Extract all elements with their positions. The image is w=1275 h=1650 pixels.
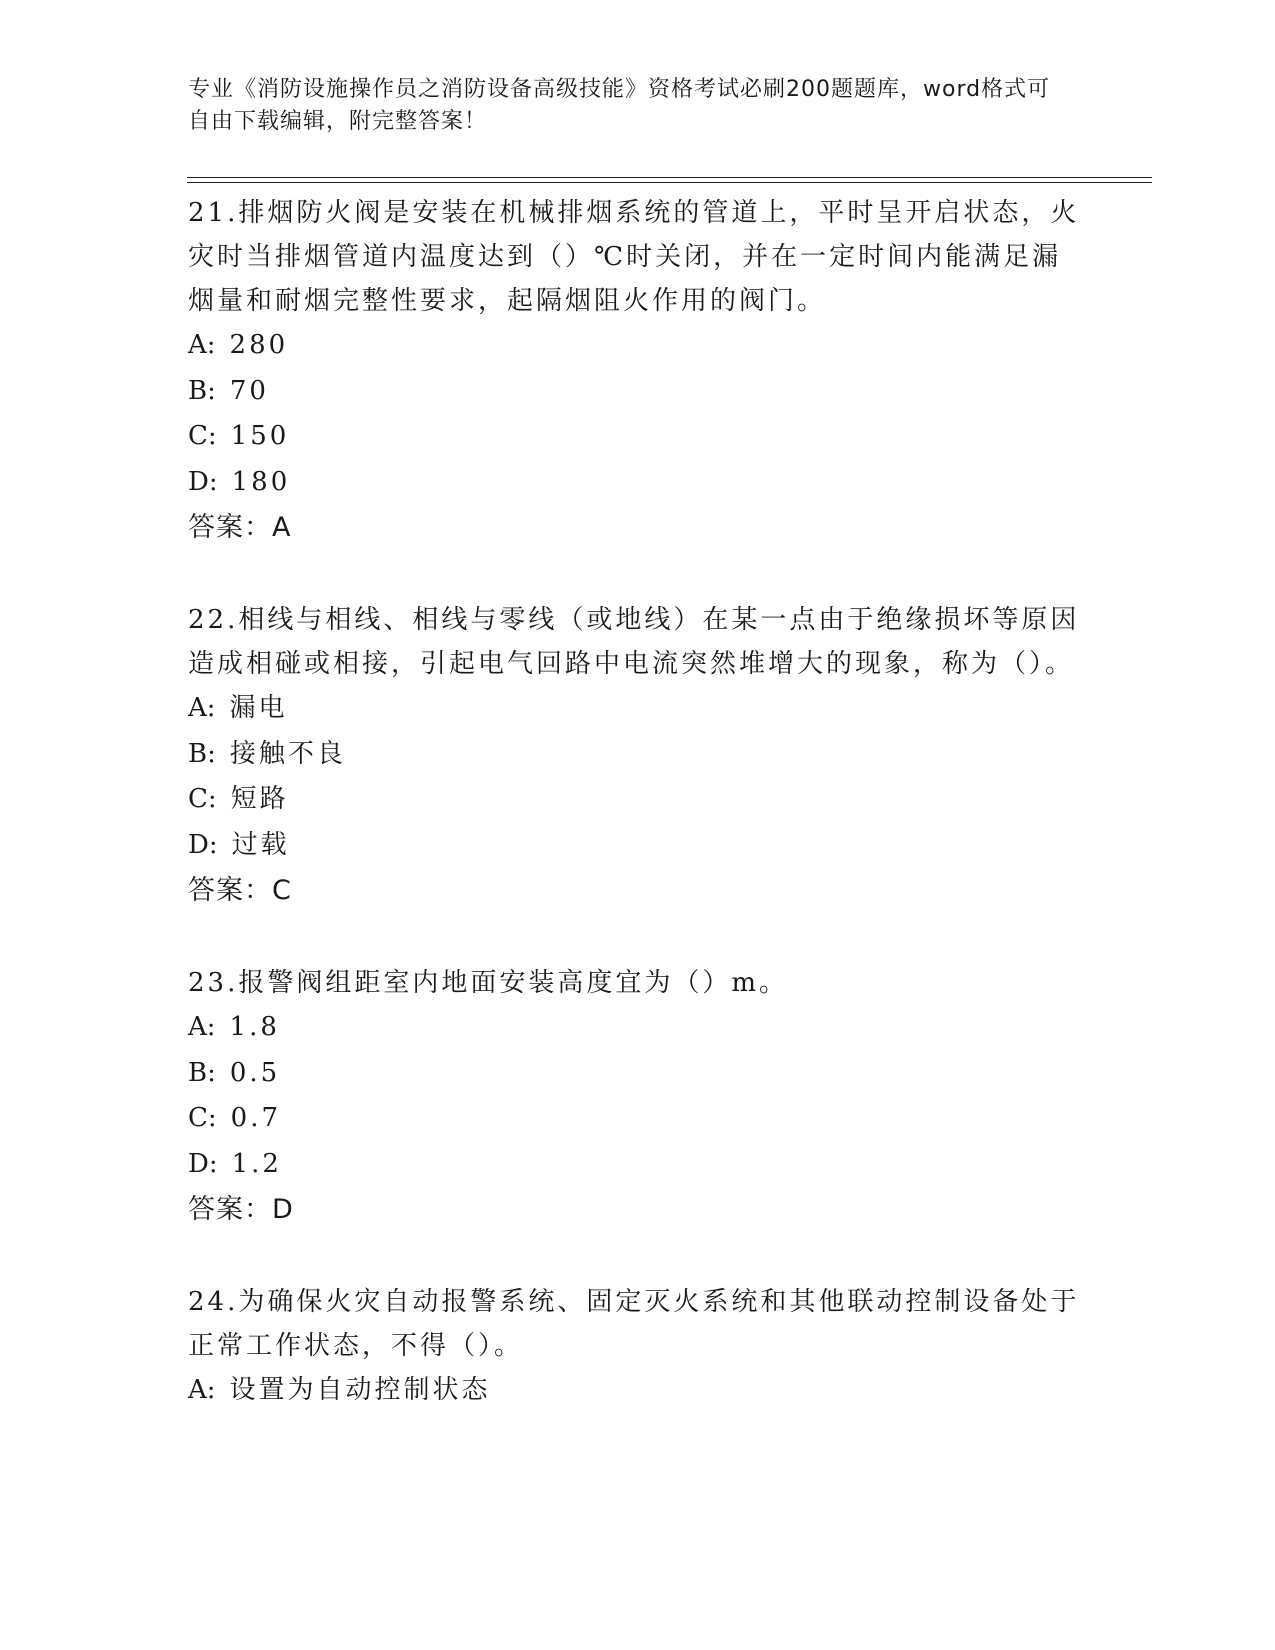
option-b <box>188 1051 1088 1097</box>
document-header: 专业《消防设施操作员之消防设备高级技能》资格考试必刷200题题库，word格式可自由下载编辑，附完整答案！ <box>188 77 1051 134</box>
option-letter: A: <box>188 1375 216 1405</box>
option-a <box>188 323 1088 369</box>
option-text: 280 <box>229 330 289 360</box>
option-a <box>188 1005 1088 1051</box>
option-text: 漏电 <box>229 693 288 723</box>
option-letter: D: <box>188 466 218 497</box>
option-d <box>188 823 1088 869</box>
option-b <box>188 732 1088 778</box>
option-d <box>188 460 1088 506</box>
option-text: 180 <box>231 466 291 497</box>
option-text: 过载 <box>231 829 290 860</box>
option-text: 70 <box>229 375 269 406</box>
answer-line: 答案：C <box>188 875 292 906</box>
question-24 <box>188 1277 1088 1414</box>
option-a <box>188 1368 1088 1414</box>
question-23 <box>188 958 1088 1233</box>
question-spacer <box>188 551 1088 595</box>
question-spacer <box>188 914 1088 958</box>
option-d <box>188 1142 1088 1188</box>
option-text: 1.8 <box>229 1012 280 1042</box>
header-divider-top <box>187 177 1152 178</box>
option-letter: C: <box>188 421 217 451</box>
option-letter: B: <box>188 738 216 769</box>
option-text: 设置为自动控制状态 <box>229 1375 491 1405</box>
option-a <box>188 686 1088 732</box>
question-spacer <box>188 1233 1088 1277</box>
option-letter: C: <box>188 784 217 814</box>
answer-line: 答案：D <box>188 1194 294 1225</box>
option-c <box>188 1096 1088 1142</box>
question-stem: 24.为确保火灾自动报警系统、固定灭火系统和其他联动控制设备处于正常工作状态，不得（）。 <box>188 1287 1080 1361</box>
option-text: 1.2 <box>231 1148 282 1179</box>
option-c <box>188 414 1088 460</box>
question-22 <box>188 595 1088 914</box>
question-21 <box>188 188 1088 551</box>
option-letter: B: <box>188 1057 216 1088</box>
option-text: 接触不良 <box>229 738 346 769</box>
question-stem: 21.排烟防火阀是安装在机械排烟系统的管道上，平时呈开启状态，火灾时当排烟管道内温度达到（）℃时关闭，并在一定时间内能满足漏烟量和耐烟完整性要求，起隔烟阻火作用的阀门。 <box>188 198 1080 316</box>
option-text: 短路 <box>230 784 289 814</box>
option-letter: A: <box>188 330 216 360</box>
option-text: 0.5 <box>229 1057 281 1088</box>
option-text: 0.7 <box>230 1103 282 1133</box>
option-letter: D: <box>188 829 218 860</box>
question-stem: 22.相线与相线、相线与零线（或地线）在某一点由于绝缘损坏等原因造成相碰或相接，引起电气回路中电流突然堆增大的现象，称为（）。 <box>188 605 1080 679</box>
option-c <box>188 777 1088 823</box>
answer-line: 答案：A <box>188 512 292 543</box>
option-letter: C: <box>188 1103 217 1133</box>
option-b <box>188 369 1088 415</box>
option-letter: D: <box>188 1148 218 1179</box>
option-letter: A: <box>188 1012 216 1042</box>
option-text: 150 <box>230 421 290 451</box>
header-divider-bottom <box>187 182 1152 183</box>
option-letter: B: <box>188 375 216 406</box>
question-list <box>188 188 1088 1414</box>
option-letter: A: <box>188 693 216 723</box>
question-stem: 23.报警阀组距室内地面安装高度宜为（）m。 <box>188 968 789 998</box>
